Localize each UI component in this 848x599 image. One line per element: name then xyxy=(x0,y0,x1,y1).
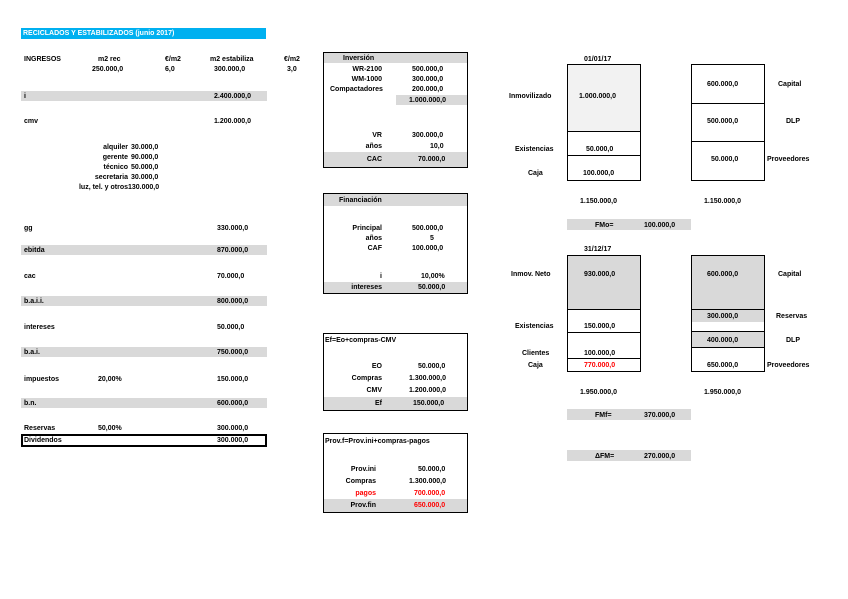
b2-dlp-label: DLP xyxy=(786,337,800,344)
prov-pagos-value: 700.000,0 xyxy=(414,490,446,497)
b1-caja-label: Caja xyxy=(528,170,543,177)
label-impuestos: impuestos xyxy=(24,376,60,383)
cost-label: técnico xyxy=(103,164,128,171)
value-bn: 600.000,0 xyxy=(217,400,249,407)
header-m2rec: m2 rec xyxy=(98,56,121,63)
cost-label: gerente xyxy=(102,154,128,161)
b1-pasivo-divider xyxy=(692,141,764,142)
b2-dlp-value: 400.000,0 xyxy=(707,337,739,344)
ef-value: 150.000,0 xyxy=(413,400,445,407)
inv-item-label: WR-2100 xyxy=(352,66,382,73)
eur2-value: 3,0 xyxy=(287,66,297,73)
fin-caf-label: CAF xyxy=(367,245,382,252)
value-i: 2.400.000,0 xyxy=(214,93,251,100)
b2-total-pasivo: 1.950.000,0 xyxy=(704,389,741,396)
inv-anos-value: 10,0 xyxy=(430,143,444,150)
prov-pagos-label: pagos xyxy=(355,490,376,497)
label-cmv: cmv xyxy=(24,118,39,125)
value-ebitda: 870.000,0 xyxy=(217,247,249,254)
value-impuestos: 150.000,0 xyxy=(217,376,249,383)
cost-value: 30.000,0 xyxy=(131,144,159,151)
b2-inmov-value: 930.000,0 xyxy=(584,271,616,278)
ef-cmv-value: 1.200.000,0 xyxy=(409,387,446,394)
fmf-label: FMf= xyxy=(595,412,612,419)
ef-compras-label: Compras xyxy=(351,375,382,382)
b2-capital-cell xyxy=(692,256,764,309)
inv-total: 1.000.000,0 xyxy=(409,97,446,104)
ef-formula: Ef=Eo+compras-CMV xyxy=(325,337,397,344)
dfm-value: 270.000,0 xyxy=(644,453,676,460)
fin-caf-value: 100.000,0 xyxy=(412,245,444,252)
b2-prov-value: 650.000,0 xyxy=(707,362,739,369)
b2-divider xyxy=(568,358,640,359)
inv-vr-value: 300.000,0 xyxy=(412,132,444,139)
inversion-header: Inversión xyxy=(343,55,375,62)
b1-capital-label: Capital xyxy=(778,81,802,88)
b2-reservas-label: Reservas xyxy=(776,313,808,320)
prov-fin-value: 650.000,0 xyxy=(414,502,446,509)
fin-int-value: 50.000,0 xyxy=(418,284,446,291)
b2-total-activo: 1.950.000,0 xyxy=(580,389,617,396)
b1-caja-value: 100.000,0 xyxy=(583,170,615,177)
b2-exist-value: 150.000,0 xyxy=(584,323,616,330)
label-gg: gg xyxy=(24,225,33,232)
pct-reservas: 50,00% xyxy=(98,425,122,432)
fin-principal-label: Principal xyxy=(352,225,382,232)
prov-ini-value: 50.000,0 xyxy=(418,466,446,473)
label-i: i xyxy=(24,93,26,100)
header-ingresos: INGRESOS xyxy=(24,56,61,63)
b2-inmov-label: Inmov. Neto xyxy=(511,271,551,278)
prov-compras-label: Compras xyxy=(345,478,376,485)
b2-prov-label: Proveedores xyxy=(767,362,810,369)
inv-anos-label: años xyxy=(365,143,382,150)
b2-capital-value: 600.000,0 xyxy=(707,271,739,278)
b2-caja-value: 770.000,0 xyxy=(584,362,616,369)
inv-item-value: 200.000,0 xyxy=(412,86,444,93)
cost-value: 50.000,0 xyxy=(131,164,159,171)
prov-fin-label: Prov.fin xyxy=(350,502,376,509)
b1-dlp-value: 500.000,0 xyxy=(707,118,739,125)
fin-principal-value: 500.000,0 xyxy=(412,225,444,232)
cost-value: 130.000,0 xyxy=(128,184,160,191)
m2estab-value: 300.000,0 xyxy=(214,66,246,73)
fmo-label: FMo= xyxy=(595,222,614,229)
m2rec-value: 250.000,0 xyxy=(92,66,124,73)
inv-item-label: WM-1000 xyxy=(351,76,382,83)
header-eur-m2: €/m2 xyxy=(165,56,181,63)
b1-total-pasivo: 1.150.000,0 xyxy=(704,198,741,205)
b2-capital-label: Capital xyxy=(778,271,802,278)
b2-caja-label: Caja xyxy=(528,362,543,369)
value-bait: 800.000,0 xyxy=(217,298,249,305)
b2-clientes-value: 100.000,0 xyxy=(584,350,616,357)
b1-pasivo-divider xyxy=(692,103,764,104)
b2-divider xyxy=(568,332,640,333)
inv-item-value: 300.000,0 xyxy=(412,76,444,83)
fin-i-value: 10,00% xyxy=(421,273,445,280)
b1-inmov-label: Inmovilizado xyxy=(509,93,552,100)
ef-cmv-label: CMV xyxy=(366,387,382,394)
value-gg: 330.000,0 xyxy=(217,225,249,232)
header-m2estab: m2 estabiliza xyxy=(210,56,254,63)
header-eur-m2b: €/m2 xyxy=(284,56,300,63)
balance2-date: 31/12/17 xyxy=(584,246,612,253)
ef-eo-value: 50.000,0 xyxy=(418,363,446,370)
label-intereses: intereses xyxy=(24,324,55,331)
value-reservas: 300.000,0 xyxy=(217,425,249,432)
label-ebitda: ebitda xyxy=(24,247,45,254)
value-dividendos: 300.000,0 xyxy=(217,437,249,444)
label-bai: b.a.i. xyxy=(24,349,40,356)
fin-i-label: i xyxy=(380,273,382,280)
fin-anos-label: años xyxy=(365,235,382,242)
b1-prov-label: Proveedores xyxy=(767,156,810,163)
pct-impuestos: 20,00% xyxy=(98,376,122,383)
fin-anos-value: 5 xyxy=(430,235,434,242)
fin-int-label: intereses xyxy=(351,284,382,291)
inv-cac-label: CAC xyxy=(366,156,382,163)
fmf-value: 370.000,0 xyxy=(644,412,676,419)
inv-item-value: 500.000,0 xyxy=(412,66,444,73)
label-bn: b.n. xyxy=(24,400,37,407)
prov-formula: Prov.f=Prov.ini+compras-pagos xyxy=(325,438,430,445)
b1-exist-label: Existencias xyxy=(515,146,554,153)
b2-clientes-label: Clientes xyxy=(522,350,550,357)
b1-total-activo: 1.150.000,0 xyxy=(580,198,617,205)
b2-reservas-value: 300.000,0 xyxy=(707,313,739,320)
inv-vr-label: VR xyxy=(372,132,382,139)
cost-value: 30.000,0 xyxy=(131,174,159,181)
prov-ini-label: Prov.ini xyxy=(350,466,376,473)
sheet-title: RECICLADOS Y ESTABILIZADOS (junio 2017) xyxy=(21,28,266,39)
balance1-divider xyxy=(568,155,640,156)
ef-compras-value: 1.300.000,0 xyxy=(409,375,446,382)
cost-label: secretaria xyxy=(94,174,128,181)
label-dividendos: Dividendos xyxy=(24,437,62,444)
value-cac: 70.000,0 xyxy=(217,273,245,280)
eur-value: 6,0 xyxy=(165,66,175,73)
ef-label: Ef xyxy=(375,400,382,407)
value-cmv: 1.200.000,0 xyxy=(214,118,251,125)
b2-exist-label: Existencias xyxy=(515,323,554,330)
label-cac: cac xyxy=(24,273,36,280)
b1-exist-value: 50.000,0 xyxy=(586,146,614,153)
balance2-inmov-cell xyxy=(568,256,640,310)
inv-cac-value: 70.000,0 xyxy=(418,156,446,163)
label-bait: b.a.i.i. xyxy=(24,298,44,305)
b1-capital-value: 600.000,0 xyxy=(707,81,739,88)
ef-eo-label: EO xyxy=(371,363,382,370)
inv-item-label: Compactadores xyxy=(330,86,383,93)
label-reservas: Reservas xyxy=(24,425,56,432)
value-bai: 750.000,0 xyxy=(217,349,249,356)
balance1-date: 01/01/17 xyxy=(584,56,612,63)
b1-dlp-label: DLP xyxy=(786,118,800,125)
fin-header: Financiación xyxy=(339,197,382,204)
b1-prov-value: 50.000,0 xyxy=(711,156,739,163)
cost-value: 90.000,0 xyxy=(131,154,159,161)
cost-label: luz, tel. y otros xyxy=(78,184,128,191)
dfm-label: ΔFM= xyxy=(595,453,615,460)
value-intereses: 50.000,0 xyxy=(217,324,245,331)
prov-compras-value: 1.300.000,0 xyxy=(409,478,446,485)
b1-inmov-value: 1.000.000,0 xyxy=(579,93,616,100)
fmo-value: 100.000,0 xyxy=(644,222,676,229)
cost-label: alquiler xyxy=(103,144,128,151)
